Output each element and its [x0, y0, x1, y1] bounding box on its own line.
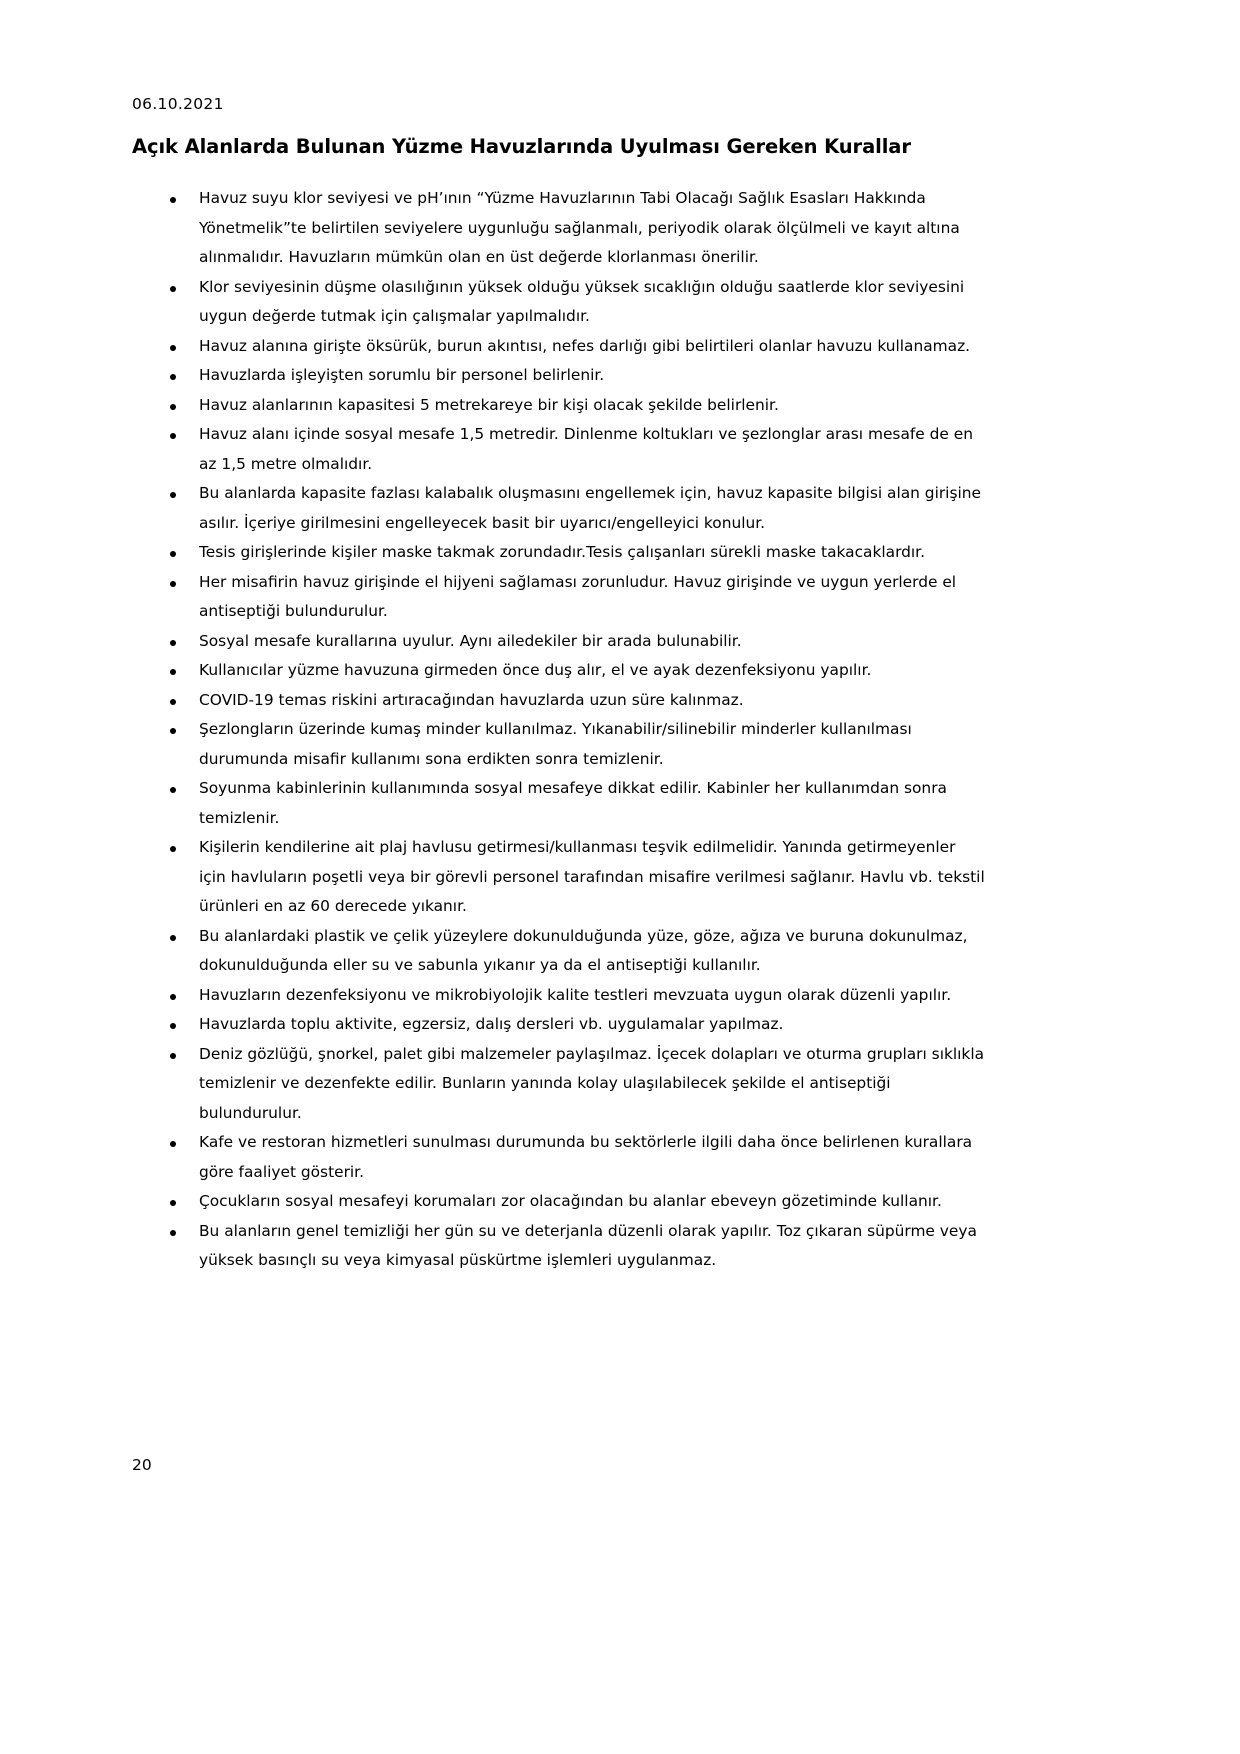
rule-text: Deniz gözlüğü, şnorkel, palet gibi malzemeler paylaşılmaz. İçecek dolapları ve oturma grupları sıklıkla temizlenir ve dezenfekte edilir. Bunların yanında kolay ulaşılabilecek şekilde el antiseptiği bulundurulur.: [199, 1044, 985, 1122]
rule-text: Bu alanlardaki plastik ve çelik yüzeylere dokunulduğunda yüze, göze, ağıza ve buruna dokunulmaz, dokunulduğunda eller su ve sabunla yıkanır ya da el antiseptiği kullanılır.: [199, 926, 968, 974]
bullet-icon: [170, 197, 176, 203]
rule-text: Kullanıcılar yüzme havuzuna girmeden önce duş alır, el ve ayak dezenfeksiyonu yapılır.: [199, 661, 872, 679]
rule-item: [132, 361, 987, 391]
bullet-icon: [170, 1023, 176, 1029]
bullet-icon: [170, 433, 176, 439]
rule-item: [132, 922, 987, 981]
bullet-icon: [170, 345, 176, 351]
rule-text: Soyunma kabinlerinin kullanımında sosyal mesafeye dikkat edilir. Kabinler her kullanımdan sonra temizlenir.: [199, 779, 947, 827]
rule-text: Bu alanlarda kapasite fazlası kalabalık oluşmasını engellemek için, havuz kapasite bilgisi alan girişine asılır. İçeriye girilmesini engelleyecek basit bir uyarıcı/engelleyici konulur.: [199, 484, 981, 532]
rule-text: Kişilerin kendilerine ait plaj havlusu getirmesi/kullanması teşvik edilmelidir. Yanında getirmeyenler için havluların poşetli veya bir görevli personel tarafından misafire verilmesi sağlanır. Havlu vb. tekstil ürünleri en az 60 derecede yıkanır.: [199, 838, 985, 915]
rule-item: [132, 1217, 987, 1276]
rule-text: Havuz alanına girişte öksürük, burun akıntısı, nefes darlığı gibi belirtileri olanlar havuzu kullanamaz.: [199, 336, 971, 355]
bullet-icon: [170, 935, 176, 941]
bullet-icon: [170, 787, 176, 793]
bullet-icon: [170, 551, 176, 557]
rule-item: [132, 538, 987, 568]
bullet-icon: [170, 728, 176, 734]
rule-text: Kafe ve restoran hizmetleri sunulması durumunda bu sektörlerle ilgili daha önce belirlenen kurallara göre faaliyet gösterir.: [199, 1133, 973, 1181]
rule-item: [132, 1187, 987, 1217]
bullet-icon: [170, 699, 176, 705]
rule-text: Sosyal mesafe kurallarına uyulur. Aynı ailedekiler bir arada bulunabilir.: [199, 631, 742, 650]
bullet-icon: [170, 669, 176, 675]
page-number: 20: [132, 1456, 152, 1474]
bullet-icon: [170, 286, 176, 292]
bullet-icon: [170, 404, 176, 410]
rule-text: Havuz alanlarının kapasitesi 5 metrekareye bir kişi olacak şekilde belirlenir.: [199, 395, 779, 414]
rule-text: Bu alanların genel temizliği her gün su ve deterjanla düzenli olarak yapılır. Toz çıkaran süpürme veya yüksek basınçlı su veya kimyasal püskürtme işlemleri uygulanmaz.: [199, 1221, 977, 1269]
rule-text: Çocukların sosyal mesafeyi korumaları zor olacağından bu alanlar ebeveyn gözetiminde kullanır.: [199, 1192, 942, 1210]
bullet-icon: [170, 640, 176, 646]
rule-text: Havuz alanı içinde sosyal mesafe 1,5 metredir. Dinlenme koltukları ve şezlonglar arası mesafe de en az 1,5 metre olmalıdır.: [199, 425, 974, 473]
bullet-icon: [170, 994, 176, 1000]
rule-item: [132, 1128, 987, 1187]
rule-item: [132, 184, 987, 273]
bullet-icon: [170, 1141, 176, 1147]
rule-text: Havuzların dezenfeksiyonu ve mikrobiyolojik kalite testleri mevzuata uygun olarak düzenli yapılır.: [199, 985, 952, 1004]
rule-text: Şezlongların üzerinde kumaş minder kullanılmaz. Yıkanabilir/silinebilir minderler kullanılması durumunda misafir kullanımı sona erdikten sonra temizlenir.: [199, 720, 912, 768]
rule-text: COVID-19 temas riskini artıracağından havuzlarda uzun süre kalınmaz.: [199, 690, 744, 709]
document-date: 06.10.2021: [132, 95, 224, 113]
rule-item: [132, 981, 987, 1011]
bullet-icon: [170, 1053, 176, 1059]
rule-item: [132, 715, 987, 774]
bullet-icon: [170, 1230, 176, 1236]
rule-item: [132, 774, 987, 833]
rule-item: [132, 332, 987, 362]
bullet-icon: [170, 846, 176, 852]
rule-text: Havuzlarda toplu aktivite, egzersiz, dalış dersleri vb. uygulamalar yapılmaz.: [199, 1015, 784, 1033]
bullet-icon: [170, 374, 176, 380]
rule-text: Havuz suyu klor seviyesi ve pH’ının “Yüzme Havuzlarının Tabi Olacağı Sağlık Esasları Hakkında Yönetmelik”te belirtilen seviyelere uygunluğu sağlanmalı, periyodik olarak ölçülmeli ve kayıt altına alınmalıdır. Havuzların mümkün olan en üst değerde klorlanması önerilir.: [199, 189, 960, 266]
rules-list: [132, 184, 987, 1276]
rule-item: [132, 1010, 987, 1040]
rule-item: [132, 420, 987, 479]
document-title: Açık Alanlarda Bulunan Yüzme Havuzlarında Uyulması Gereken Kurallar: [132, 135, 911, 158]
rule-text: Her misafirin havuz girişinde el hijyeni sağlaması zorunludur. Havuz girişinde ve uygun yerlerde el antiseptiği bulundurulur.: [199, 572, 957, 620]
rule-item: [132, 833, 987, 922]
rule-item: [132, 627, 987, 657]
rule-item: [132, 273, 987, 332]
rule-item: [132, 686, 987, 716]
rule-text: Havuzlarda işleyişten sorumlu bir personel belirlenir.: [199, 366, 605, 384]
rule-item: [132, 656, 987, 686]
bullet-icon: [170, 581, 176, 587]
rule-text: Tesis girişlerinde kişiler maske takmak zorundadır.Tesis çalışanları sürekli maske takacaklardır.: [199, 543, 925, 561]
rule-text: Klor seviyesinin düşme olasılığının yüksek olduğu yüksek sıcaklığın olduğu saatlerde klor seviyesini uygun değerde tutmak için çalışmalar yapılmalıdır.: [199, 277, 965, 325]
bullet-icon: [170, 1200, 176, 1206]
rule-item: [132, 391, 987, 421]
rule-item: [132, 1040, 987, 1129]
bullet-icon: [170, 492, 176, 498]
rule-item: [132, 479, 987, 538]
rule-item: [132, 568, 987, 627]
